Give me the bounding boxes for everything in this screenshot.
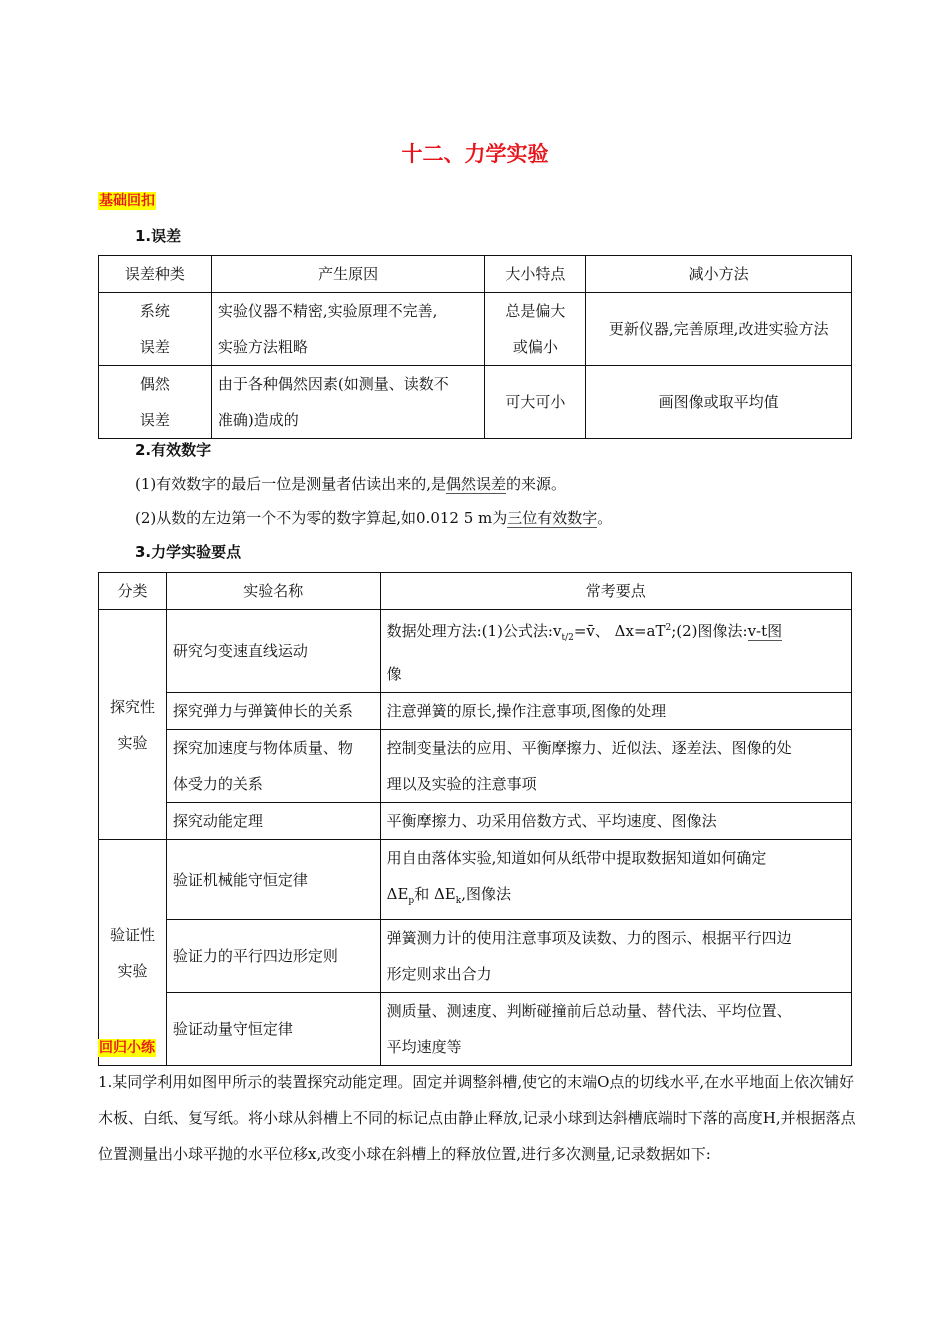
key-point-cell: 测质量、测速度、判断碰撞前后总动量、替代法、平均位置、 平均速度等 (380, 993, 851, 1066)
errors-table (98, 255, 852, 439)
page-title: 十二、力学实验 (401, 142, 549, 166)
header-cell: 常考要点 (380, 573, 851, 610)
experiment-name-cell: 探究加速度与物体质量、物 体受力的关系 (166, 730, 380, 803)
error-method-cell: 更新仪器,完善原理,改进实验方法 (586, 293, 852, 366)
experiment-name-cell: 探究弹力与弹簧伸长的关系 (166, 693, 380, 730)
key-point-cell: 数据处理方法:(1)公式法$:v_{t/2}=v̄$、 $\Delta x=aT^2;(2)$图像法:v-t图 像 (380, 610, 851, 693)
error-cause-cell: 由于各种偶然因素(如测量、读数不 准确)造成的 (211, 366, 485, 439)
error-cause-cell: 实验仪器不精密,实验原理不完善, 实验方法粗略 (211, 293, 485, 366)
table-row (99, 803, 852, 840)
experiment-name-cell: 验证动量守恒定律 (166, 993, 380, 1066)
question-text: 1.某同学利用如图甲所示的装置探究动能定理。固定并调整斜槽,使它的末端O点的切线水平,在水平地面上依次铺好木板、白纸、复写纸。将小球从斜槽上不同的标记点由静止释放,记录小球到达斜槽底端时下落的高度H,并根据落点位置测量出小球平抛的水平位移x,改变小球在斜槽上的释放位置,进行多次测量,记录数据如下: (98, 1073, 856, 1163)
category-cell-inquiry: 探究性 实验 (99, 610, 167, 840)
table-row (99, 366, 852, 439)
heading-key-points: 3.力学实验要点 (135, 543, 242, 561)
header-cell: 产生原因 (211, 256, 485, 293)
error-type-cell: 系统 误差 (99, 293, 212, 366)
experiment-name-cell: 探究动能定理 (166, 803, 380, 840)
error-method-cell: 画图像或取平均值 (586, 366, 852, 439)
sigfig-paragraph-2: (2)从数的左边第一个不为零的数字算起,如0.012 5 m为三位有效数字。 (135, 509, 613, 527)
experiment-name-cell: 研究匀变速直线运动 (166, 610, 380, 693)
table-row (99, 993, 852, 1066)
key-point-cell: 弹簧测力计的使用注意事项及读数、力的图示、根据平行四边 形定则求出合力 (380, 920, 851, 993)
table-header-row (99, 256, 852, 293)
section-tag-practice: 回归小练 (99, 1040, 155, 1056)
table-row (99, 293, 852, 366)
experiment-name-cell: 验证力的平行四边形定则 (166, 920, 380, 993)
section-tag-basics: 基础回扣 (99, 193, 155, 209)
table-row (99, 920, 852, 993)
header-cell: 误差种类 (99, 256, 212, 293)
header-cell: 减小方法 (586, 256, 852, 293)
category-cell-verification: 验证性 实验 (99, 840, 167, 1066)
heading-sigfig: 2.有效数字 (135, 441, 212, 459)
experiment-name-cell: 验证机械能守恒定律 (166, 840, 380, 920)
header-cell: 分类 (99, 573, 167, 610)
key-point-cell: 用自由落体实验,知道如何从纸带中提取数据知道如何确定 $\Delta E_p$和 $\Delta E_k$,图像法 (380, 840, 851, 920)
table-header-row (99, 573, 852, 610)
key-point-cell: 平衡摩擦力、功采用倍数方式、平均速度、图像法 (380, 803, 851, 840)
heading-errors: 1.误差 (135, 227, 182, 245)
header-cell: 实验名称 (166, 573, 380, 610)
table-row (99, 730, 852, 803)
table-row (99, 693, 852, 730)
header-cell: 大小特点 (485, 256, 586, 293)
table-row (99, 840, 852, 920)
experiments-table (98, 572, 852, 1066)
error-feature-cell: 可大可小 (485, 366, 586, 439)
key-point-cell: 注意弹簧的原长,操作注意事项,图像的处理 (380, 693, 851, 730)
error-feature-cell: 总是偏大 或偏小 (485, 293, 586, 366)
table-row (99, 610, 852, 693)
key-point-cell: 控制变量法的应用、平衡摩擦力、近似法、逐差法、图像的处 理以及实验的注意事项 (380, 730, 851, 803)
sigfig-paragraph-1: (1)有效数字的最后一位是测量者估读出来的,是偶然误差的来源。 (135, 475, 567, 493)
error-type-cell: 偶然 误差 (99, 366, 212, 439)
